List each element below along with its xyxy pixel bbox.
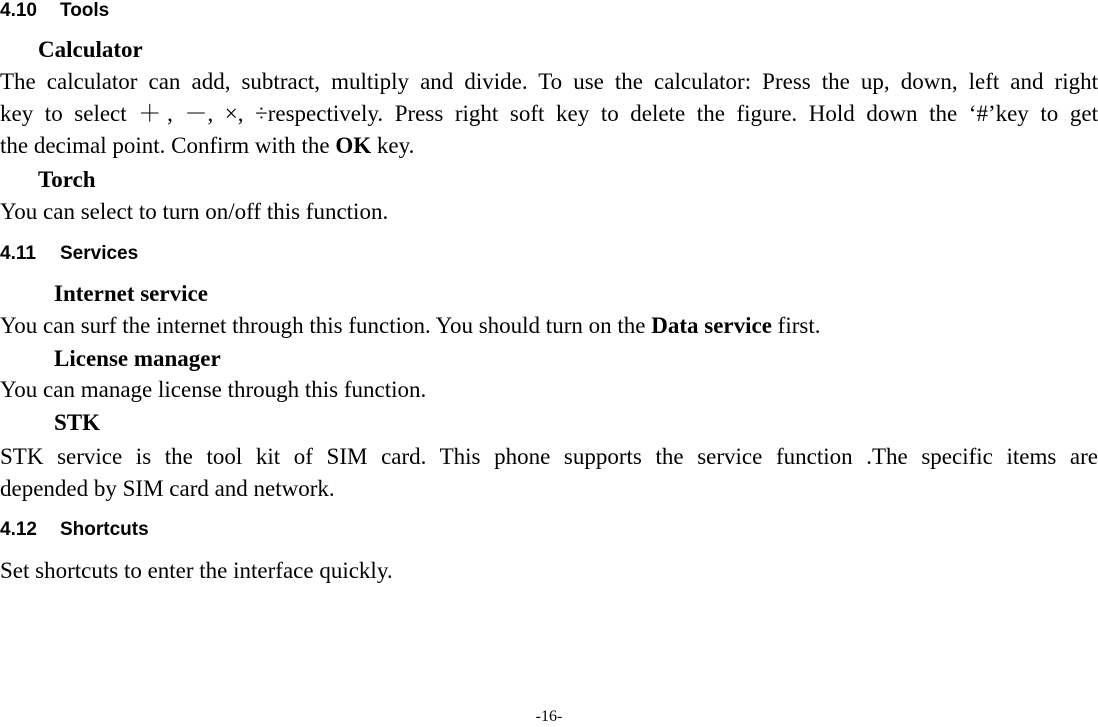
stk-line-2: depended by SIM card and network. bbox=[0, 476, 335, 501]
shortcuts-paragraph: Set shortcuts to enter the interface quickly. bbox=[0, 558, 393, 583]
calculator-line-3-text: the decimal point. Confirm with the bbox=[0, 133, 336, 158]
calculator-line-3 bbox=[0, 130, 1098, 162]
license-manager-paragraph: You can manage license through this function. bbox=[0, 377, 427, 402]
data-service-label: Data service bbox=[651, 313, 772, 338]
torch-paragraph: You can select to turn on/off this function. bbox=[0, 199, 389, 224]
internet-service-paragraph bbox=[0, 310, 1098, 342]
section-title: Shortcuts bbox=[60, 519, 149, 540]
stk-paragraph bbox=[0, 441, 1098, 505]
section-heading-tools bbox=[0, 0, 109, 22]
section-number: 4.11 bbox=[0, 243, 36, 264]
ok-key-label: OK bbox=[335, 133, 372, 158]
internet-text: You can surf the internet through this function. You should turn on the bbox=[0, 313, 652, 338]
subheading-calculator: Calculator bbox=[38, 37, 143, 62]
subheading-stk: STK bbox=[54, 410, 101, 435]
section-title: Tools bbox=[60, 0, 110, 21]
section-title: Services bbox=[60, 243, 139, 264]
subheading-license-manager: License manager bbox=[54, 346, 221, 371]
section-heading-services bbox=[0, 243, 138, 265]
subheading-internet-service: Internet service bbox=[54, 281, 208, 306]
section-number: 4.12 bbox=[0, 519, 37, 540]
section-heading-shortcuts bbox=[0, 519, 149, 541]
section-number: 4.10 bbox=[0, 0, 37, 21]
calculator-paragraph bbox=[0, 66, 1098, 162]
page-number: -16- bbox=[535, 708, 563, 725]
internet-text-end: first. bbox=[771, 313, 821, 338]
stk-line-1: STK service is the tool kit of SIM card. This phone supports the service function .The specific items are bbox=[0, 444, 1098, 469]
calculator-line-3-end: key. bbox=[371, 133, 415, 158]
calculator-line-2: key to select ＋, －, ×, ÷respectively. Press right soft key to delete the figure. Hold down the ‘#’key to get bbox=[0, 101, 1098, 126]
calculator-line-1: The calculator can add, subtract, multiply and divide. To use the calculator: Press the up, down, left and right bbox=[0, 69, 1098, 94]
subheading-torch: Torch bbox=[38, 167, 96, 192]
